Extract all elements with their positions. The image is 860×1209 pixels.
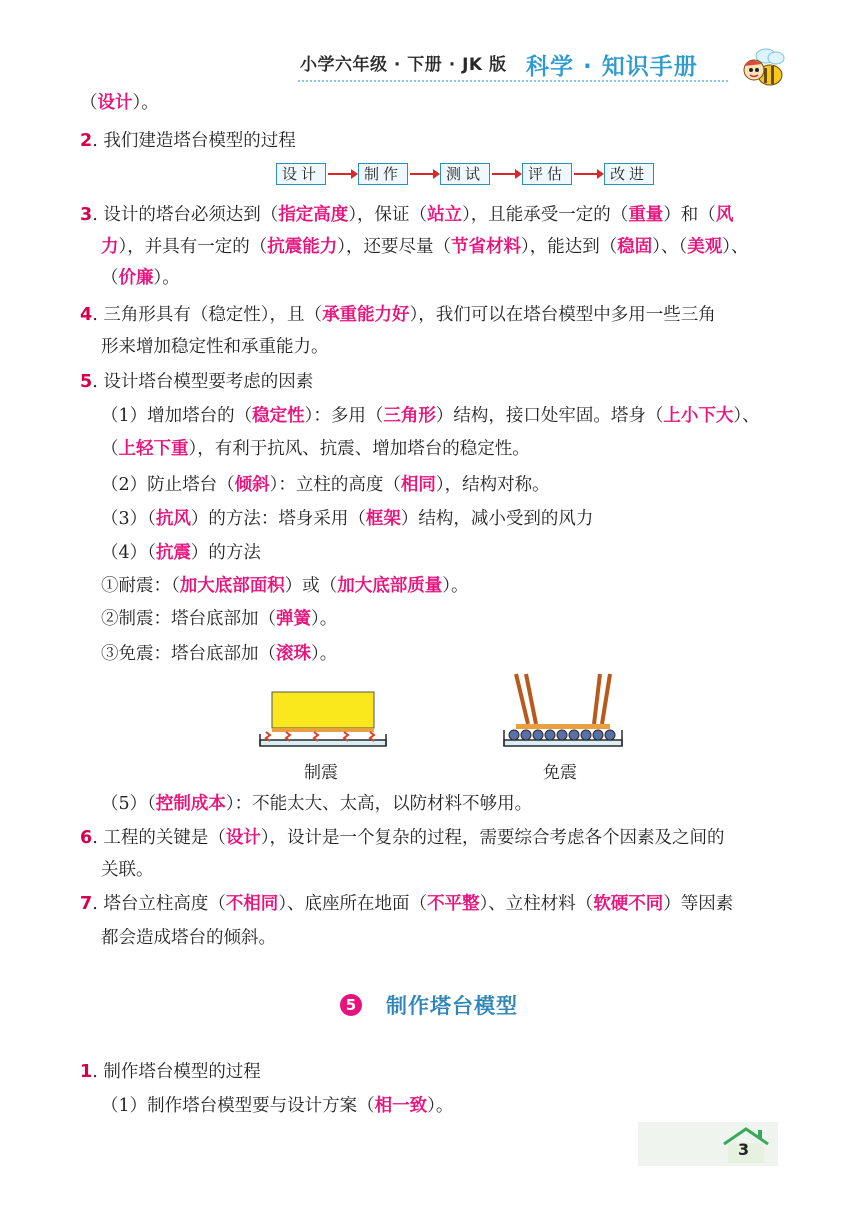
text-line: [80, 203, 733, 227]
answer-text: 稳定性: [252, 406, 305, 426]
body-text: （1）增加塔台的（: [101, 406, 253, 426]
body-text: ），我们可以在塔台模型中多用一些三角: [409, 305, 716, 325]
body-text: ），能达到（: [521, 237, 618, 257]
body-text: ）和（: [663, 205, 716, 225]
answer-text: 相同: [400, 475, 436, 495]
section-title: 制作塔台模型: [386, 993, 518, 1018]
ball-isolator-figure: [502, 672, 624, 748]
answer-text: 相一致: [374, 1096, 428, 1116]
body-text: （5）（: [101, 794, 156, 814]
answer-text: 美观: [687, 237, 723, 257]
body-text: . 塔台立柱高度（: [92, 894, 226, 914]
flow-step: 评估: [522, 163, 572, 185]
figure-caption: 制震: [304, 763, 338, 783]
answer-text: 三角形: [383, 406, 436, 426]
body-text: （3）（: [101, 509, 156, 529]
text-line: [101, 642, 337, 666]
answer-text: 指定高度: [278, 205, 349, 225]
item-number: 6: [80, 828, 93, 848]
page-header: [298, 40, 798, 98]
text-line: [80, 370, 313, 394]
page-number: 3: [738, 1140, 750, 1159]
header-divider: [298, 80, 728, 82]
answer-text: 框架: [365, 509, 401, 529]
text-line: [101, 607, 337, 631]
section-number: 5: [340, 994, 362, 1016]
body-text: ），保证（: [348, 205, 428, 225]
body-text: （: [101, 439, 119, 459]
body-text: ）。: [153, 268, 180, 288]
answer-text: 设计: [97, 93, 133, 113]
answer-text: 力: [101, 237, 119, 257]
answer-text: 软硬不同: [593, 894, 664, 914]
body-text: ），设计是一个复杂的过程，需要综合考虑各个因素及之间的: [260, 828, 725, 848]
body-text: . 我们建造塔台模型的过程: [92, 131, 296, 151]
arrow-right-icon: [492, 173, 520, 175]
flow-step: 改进: [604, 163, 654, 185]
body-text: 关联。: [101, 860, 154, 880]
arrow-right-icon: [574, 173, 602, 175]
body-text: ）、: [722, 237, 749, 257]
body-text: ①耐震：（: [101, 576, 180, 596]
text-line: [101, 404, 760, 428]
body-text: . 三角形具有（稳定性），且（: [92, 305, 323, 325]
body-text: ），结构对称。: [435, 475, 550, 495]
spring-damper-figure: [258, 682, 388, 748]
body-text: ）、（: [652, 237, 688, 257]
body-text: ），有利于抗风、抗震、增加塔台的稳定性。: [188, 439, 530, 459]
bee-mascot-icon: [736, 42, 788, 92]
text-line: [101, 1094, 453, 1118]
body-text: （1）制作塔台模型要与设计方案（: [101, 1096, 375, 1116]
answer-text: 重量: [628, 205, 664, 225]
text-line: [80, 1060, 261, 1084]
body-text: （: [80, 93, 98, 113]
item-number: 5: [80, 372, 93, 392]
item-number: 4: [80, 305, 93, 325]
flow-step: 制作: [358, 163, 408, 185]
item-number: 1: [80, 1062, 93, 1082]
answer-text: 抗震: [155, 543, 191, 563]
body-text: （: [101, 268, 119, 288]
body-text: ）。: [311, 644, 338, 664]
text-line: [101, 437, 530, 461]
body-text: ）、: [733, 406, 760, 426]
body-text: ）的方法: [190, 543, 261, 563]
answer-text: 倾斜: [234, 475, 270, 495]
answer-text: 节省材料: [451, 237, 521, 257]
text-line: [101, 266, 180, 290]
text-line: [80, 303, 716, 327]
item-number: 7: [80, 894, 93, 914]
body-text: ）的方法：塔身采用（: [190, 509, 366, 529]
answer-text: 抗震能力: [267, 237, 338, 257]
answer-text: 站立: [427, 205, 463, 225]
text-line: [101, 574, 469, 598]
body-text: 形来增加稳定性和承重能力。: [101, 337, 329, 357]
body-text: ），还要尽量（: [337, 237, 451, 257]
body-text: ）或（: [284, 576, 338, 596]
figure-caption: 免震: [543, 763, 577, 783]
body-text: ③免震：塔台底部加（: [101, 644, 276, 664]
body-text: （2）防止塔台（: [101, 475, 235, 495]
item-2-title: [80, 129, 296, 153]
body-text: ）、立柱材料（: [479, 894, 594, 914]
answer-text: 价廉: [118, 268, 154, 288]
answer-text: 稳固: [617, 237, 653, 257]
text-line: [101, 335, 329, 359]
series-title: 科学 · 知识手册: [526, 54, 698, 80]
body-text: ）结构，减小受到的风力: [400, 509, 594, 529]
text-line: [101, 507, 593, 531]
answer-text: 不相同: [225, 894, 279, 914]
text-line: [101, 235, 749, 259]
text-line: [101, 541, 261, 565]
body-text: . 工程的关键是（: [92, 828, 226, 848]
body-text: . 制作塔台模型的过程: [92, 1062, 261, 1082]
item-number: 3: [80, 205, 93, 225]
process-flow: [276, 162, 654, 186]
body-text: . 设计的塔台必须达到（: [92, 205, 279, 225]
page-number-box: [638, 1122, 778, 1166]
body-text: ）。: [442, 576, 469, 596]
body-text: . 设计塔台模型要考虑的因素: [92, 372, 314, 392]
body-text: （4）（: [101, 543, 156, 563]
body-text: ）。: [311, 609, 338, 629]
answer-text: 承重能力好: [322, 305, 410, 325]
item-number: 2: [80, 131, 93, 151]
answer-text: 控制成本: [155, 794, 226, 814]
answer-text: 不平整: [427, 894, 480, 914]
text-line: [80, 91, 159, 115]
answer-text: 加大底部质量: [337, 576, 443, 596]
answer-text: 上轻下重: [118, 439, 189, 459]
body-text: 都会造成塔台的倾斜。: [101, 928, 276, 948]
text-line: [80, 826, 725, 850]
body-text: ②制震：塔台底部加（: [101, 609, 276, 629]
arrow-right-icon: [410, 173, 438, 175]
answer-text: 抗风: [155, 509, 191, 529]
body-text: ）：多用（: [304, 406, 384, 426]
section-heading: [340, 990, 518, 1020]
arrow-right-icon: [328, 173, 356, 175]
text-line: [101, 792, 532, 816]
answer-text: 上小下大: [663, 406, 734, 426]
text-line: [80, 892, 733, 916]
text-line: [101, 473, 550, 497]
body-text: ）：不能太大、太高，以防材料不够用。: [225, 794, 533, 814]
seismic-figures: [258, 672, 638, 782]
flow-step: 设计: [276, 163, 326, 185]
body-text: ）。: [427, 1096, 454, 1116]
body-text: ）：立柱的高度（: [269, 475, 401, 495]
body-text: ）等因素: [663, 894, 734, 914]
answer-text: 设计: [225, 828, 261, 848]
body-text: ），且能承受一定的（: [462, 205, 629, 225]
body-text: ）。: [132, 93, 159, 113]
body-text: ）、底座所在地面（: [278, 894, 428, 914]
text-line: [101, 926, 276, 950]
flow-step: 测试: [440, 163, 490, 185]
answer-text: 加大底部面积: [179, 576, 285, 596]
book-label: 小学六年级 · 下册 · JK 版: [300, 55, 507, 75]
answer-text: 弹簧: [276, 609, 311, 629]
answer-text: 滚珠: [276, 644, 311, 664]
body-text: ）结构，接口处牢固。塔身（: [435, 406, 664, 426]
body-text: ），并具有一定的（: [118, 237, 268, 257]
text-line: [101, 858, 154, 882]
answer-text: 风: [715, 205, 734, 225]
